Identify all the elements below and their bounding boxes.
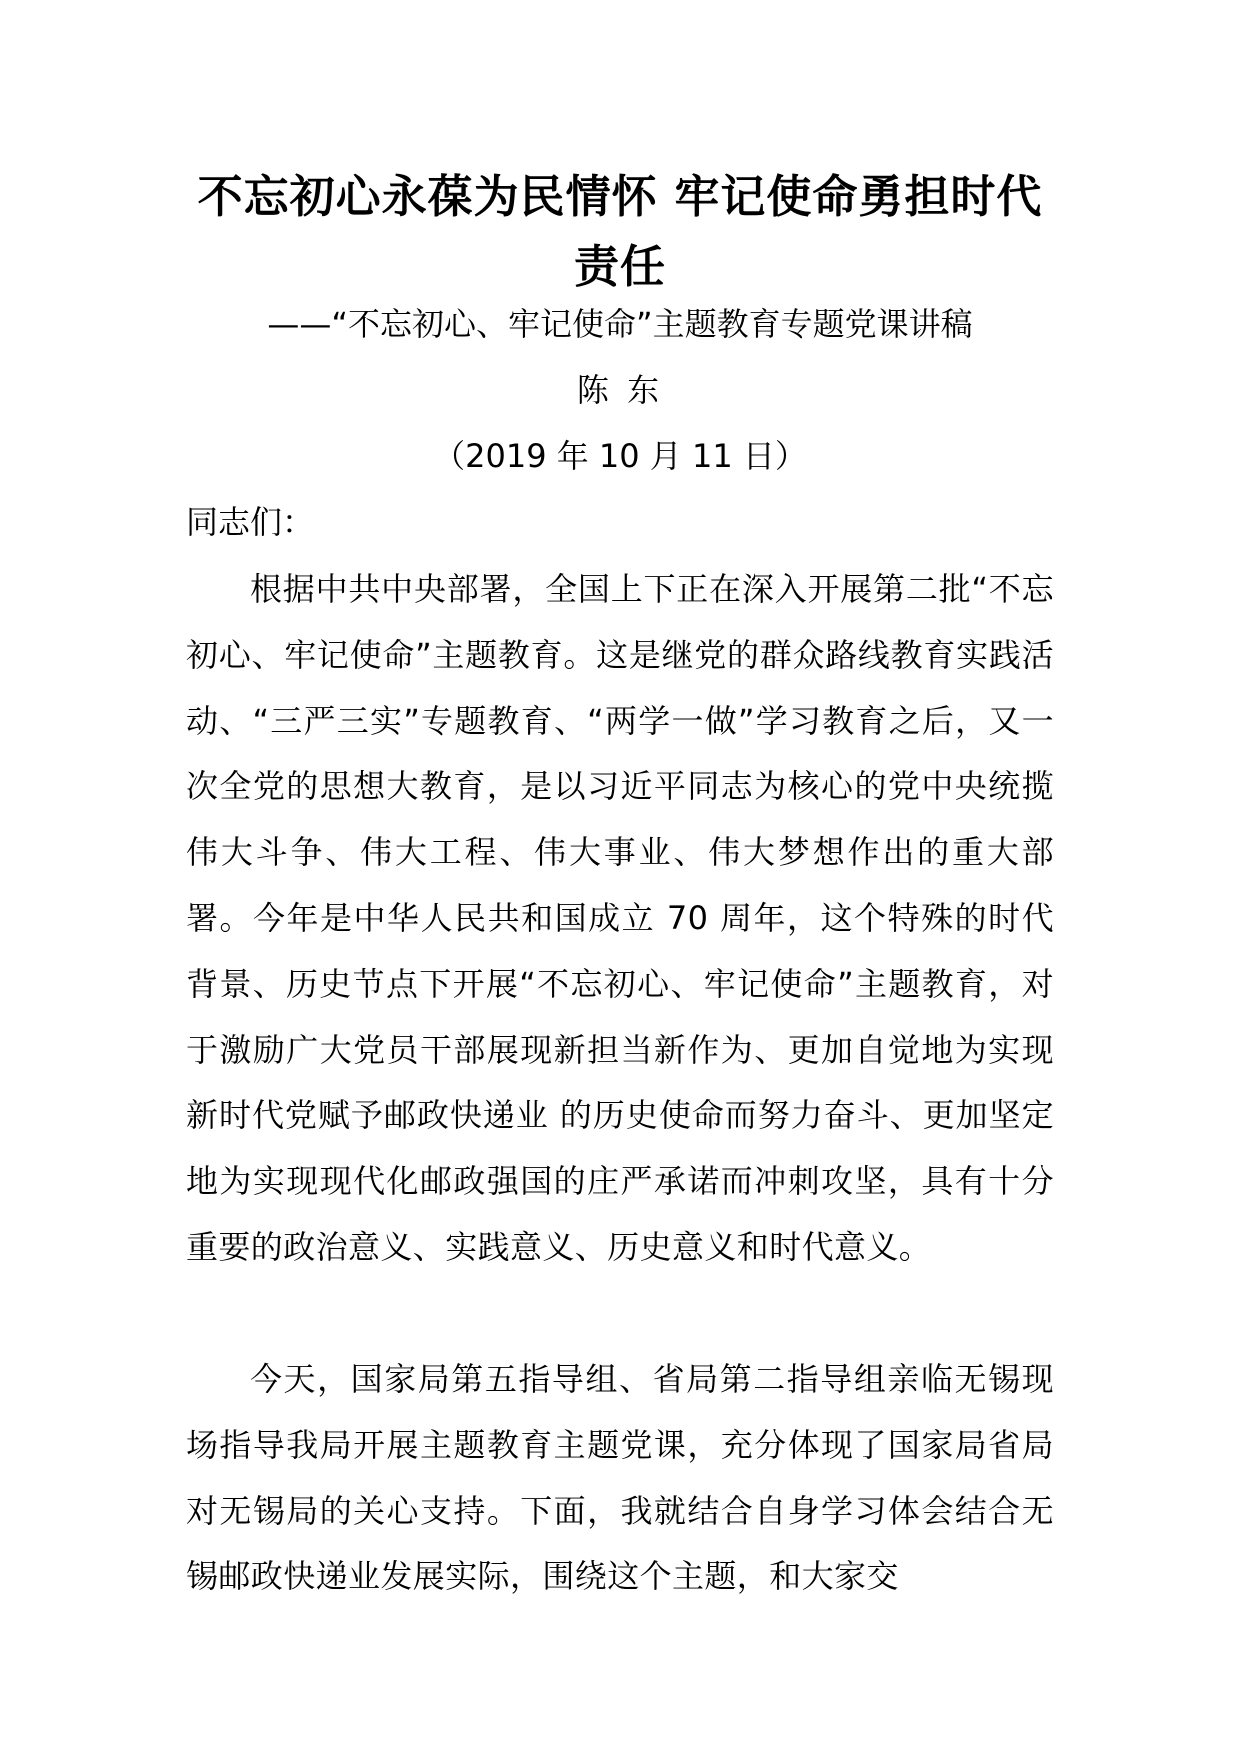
document-title: 不忘初心永葆为民情怀 牢记使命勇担时代责任 xyxy=(197,170,1043,293)
body-paragraph: 今天，国家局第五指导组、省局第二指导组亲临无锡现场指导我局开展主题教育主题党课，充分体现了国家局省局对无锡局的关心支持。下面，我就结合自身学习体会结合无锡邮政快递业发展实际，围绕这个主题，和大家交 xyxy=(186,1360,1054,1596)
document-subtitle: ——“不忘初心、牢记使命”主题教育专题党课讲稿 xyxy=(267,305,973,343)
salutation: 同志们： xyxy=(186,503,315,541)
body-paragraph: 根据中共中央部署，全国上下正在深入开展第二批“不忘初心、牢记使命”主题教育。这是继党的群众路线教育实践活动、“三严三实”专题教育、“两学一做”学习教育之后，又一次全党的思想大教育，是以习近平同志为核心的党中央统揽伟大斗争、伟大工程、伟大事业、伟大梦想作出的重大部署。今年是中华人民共和国成立 70 周年，这个特殊的时代背景、历史节点下开展“不忘初心、牢记使命”主题教育，对于激励广大党员干部展现新担当新作为、更加自觉地为实现新时代党赋予邮政快递业 的历史使命而努力奋斗、更加坚定地为实现现代化邮政强国的庄严承诺而冲刺攻坚，具有十分重要的政治意义、实践意义、历史意义和时代意义。 xyxy=(186,570,1054,1266)
document-date: （2019 年 10 月 11 日） xyxy=(433,437,807,475)
document-author: 陈 东 xyxy=(576,371,664,409)
